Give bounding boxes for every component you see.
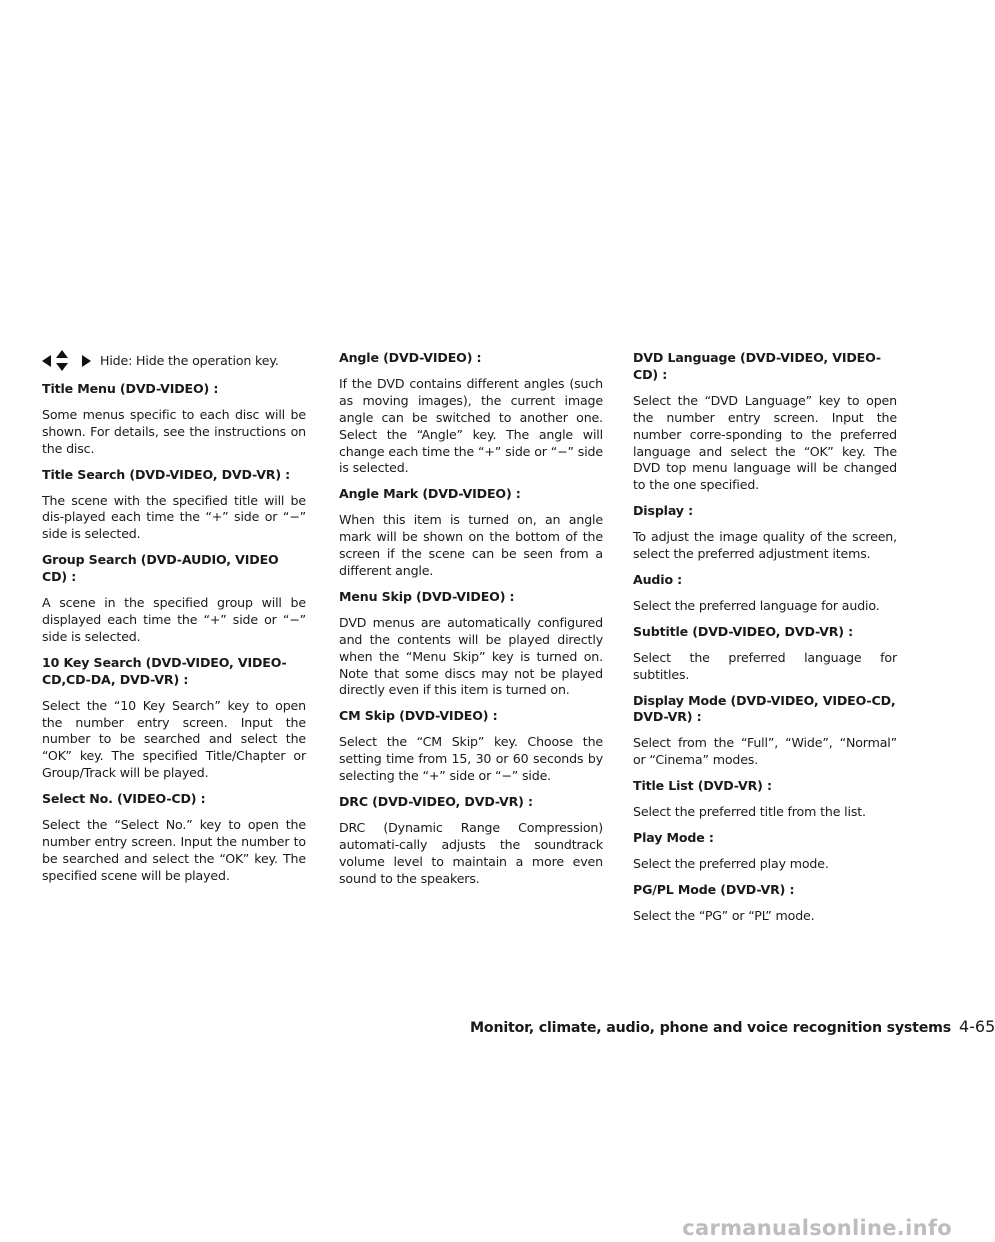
section-text: Some menus specific to each disc will be shown. For details, see the instructions on the disc. (42, 406, 306, 456)
section-text: To adjust the image quality of the screen, select the preferred adjustment items. (633, 529, 897, 562)
section-heading: Title List (DVD-VR) : (633, 778, 772, 794)
section-heading: Subtitle (DVD-VIDEO, DVD-VR) : (633, 623, 854, 639)
section-heading: Select No. (VIDEO-CD) : (42, 791, 206, 807)
section-heading: Title Menu (DVD-VIDEO) : (42, 381, 219, 396)
section-text: Select the “DVD Language” key to open the number entry screen. Input the number corre-sponding to the preferred language and select the “OK” key. The DVD top menu language will be changed to the one specified. (633, 392, 897, 493)
section-text: DRC (Dynamic Range Compression) automati-cally adjusts the soundtrack volume level to maintain a more even sound to the speakers. (339, 819, 603, 886)
section-heading: Group Search (DVD-AUDIO, VIDEO CD) : (42, 552, 279, 585)
section-text: Select the preferred language for audio. (633, 597, 880, 613)
section-heading: 10 Key Search (DVD-VIDEO, VIDEO-CD,CD-DA, DVD-VR) : (42, 654, 287, 687)
section-heading: DRC (DVD-VIDEO, DVD-VR) : (339, 793, 533, 809)
section-heading: Display Mode (DVD-VIDEO, VIDEO-CD, DVD-VR) : (633, 692, 896, 725)
section-heading: Angle (DVD-VIDEO) : (339, 350, 482, 365)
section-text: Select from the “Full”, “Wide”, “Normal” or “Cinema” modes. (633, 735, 897, 768)
hide-key-text: Hide: Hide the operation key. (100, 352, 279, 368)
section-heading: Display : (633, 503, 693, 519)
column-1 (42, 350, 306, 894)
section-heading: Angle Mark (DVD-VIDEO) : (339, 486, 521, 502)
section-text: If the DVD contains different angles (such as moving images), the current image angle can be switched to another one. Select the “Angle” key. The angle will change each time the “+” side or “−” side is selected. (339, 375, 603, 476)
page-number: 4-65 (958, 1017, 995, 1036)
section-text: Select the preferred title from the list. (633, 804, 866, 820)
arrow-keys-icon (42, 350, 92, 372)
watermark: carmanualsonline.info (682, 1216, 952, 1240)
section-heading: Menu Skip (DVD-VIDEO) : (339, 588, 515, 604)
chapter-title: Monitor, climate, audio, phone and voice recognition systems (470, 1020, 951, 1036)
section-heading: PG/PL Mode (DVD-VR) : (633, 881, 795, 897)
column-2 (339, 350, 603, 896)
section-text: Select the “CM Skip” key. Choose the setting time from 15, 30 or 60 seconds by selecting the “+” side or “−” side. (339, 734, 603, 784)
section-heading: Play Mode : (633, 829, 714, 845)
section-text: Select the preferred play mode. (633, 855, 829, 871)
section-text: Select the “PG” or “PL” mode. (633, 907, 815, 923)
section-text: Select the preferred language for subtitles. (633, 649, 897, 682)
section-heading: Title Search (DVD-VIDEO, DVD-VR) : (42, 466, 291, 482)
column-3 (633, 350, 897, 934)
section-text: Select the “Select No.” key to open the number entry screen. Input the number to be searched and select the “OK” key. The specified scene will be played. (42, 817, 306, 883)
section-text: When this item is turned on, an angle mark will be shown on the bottom of the screen if the scene can be seen from a different angle. (339, 512, 603, 578)
hide-key-row (42, 350, 306, 372)
page-footer (470, 1017, 995, 1036)
section-text: A scene in the specified group will be displayed each time the “+” side or “−” side is selected. (42, 595, 306, 644)
section-heading: CM Skip (DVD-VIDEO) : (339, 708, 498, 724)
section-text: DVD menus are automatically configured and the contents will be played directly when the “Menu Skip” key is turned on. Note that some discs may not be played directly even if this item is turned on. (339, 614, 603, 698)
section-text: The scene with the specified title will be dis-played each time the “+” side or “−” side is selected. (42, 492, 306, 542)
section-heading: DVD Language (DVD-VIDEO, VIDEO-CD) : (633, 350, 881, 382)
section-text: Select the “10 Key Search” key to open the number entry screen. Input the number to be searched and select the “OK” key. The specified Title/Chapter or Group/Track will be played. (42, 697, 306, 781)
section-heading: Audio : (633, 571, 683, 587)
